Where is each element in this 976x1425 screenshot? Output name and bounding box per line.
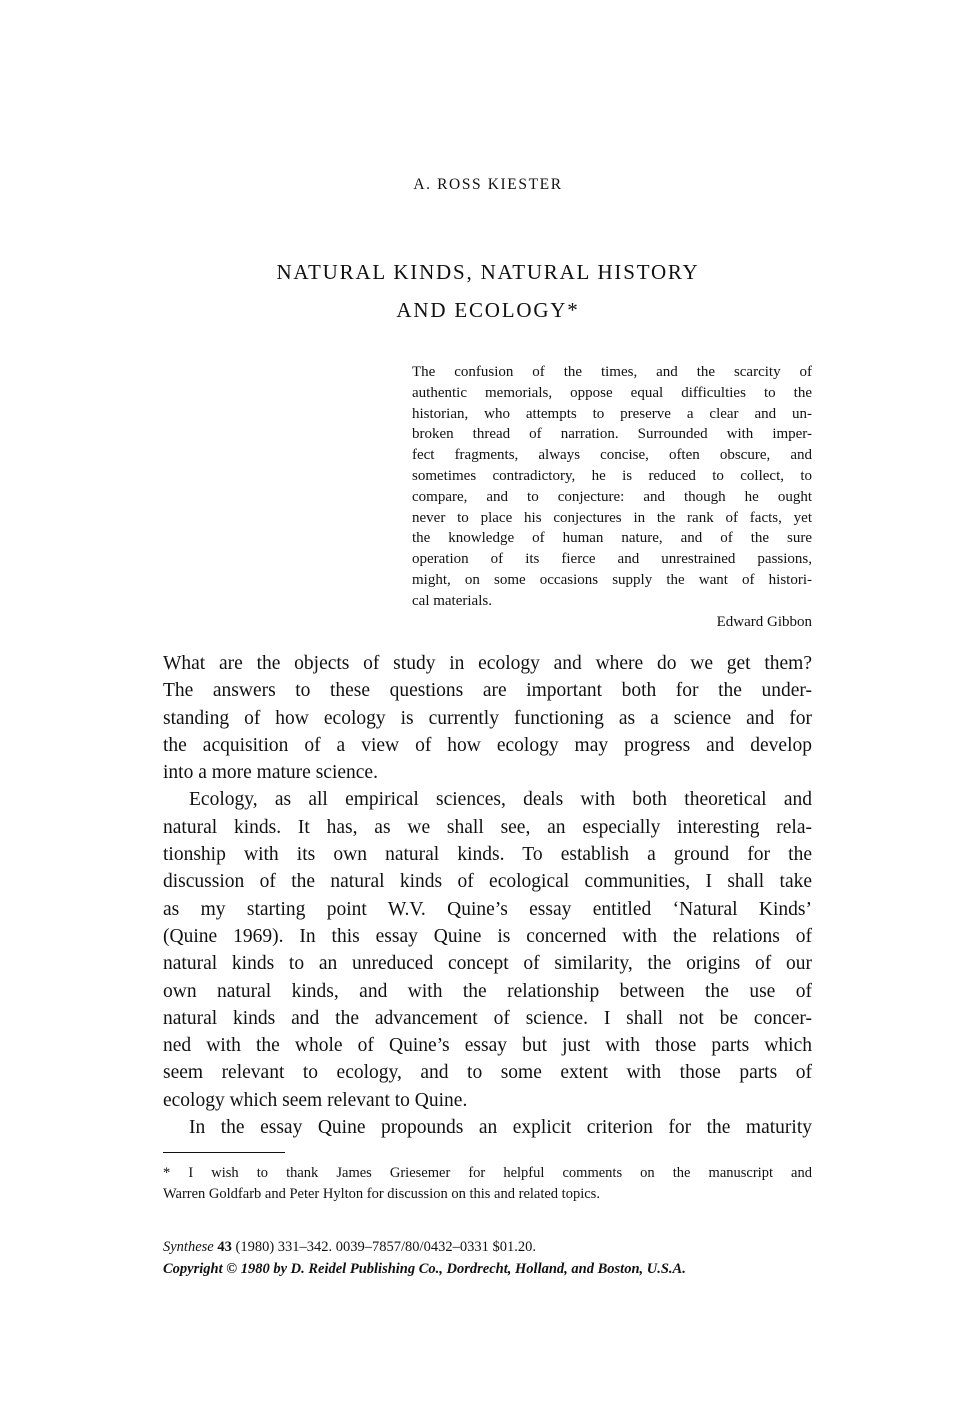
body-line: own natural kinds, and with the relationship between the use of <box>163 980 812 1002</box>
body-text <box>163 650 812 1141</box>
body-line: into a more mature science. <box>163 762 378 784</box>
body-line: tionship with its own natural kinds. To establish a ground for the <box>163 844 812 866</box>
body-line: seem relevant to ecology, and to some extent with those parts of <box>163 1062 812 1084</box>
journal-name: Synthese <box>163 1239 214 1255</box>
epigraph-attribution: Edward Gibbon <box>716 613 812 630</box>
body-line: The answers to these questions are important both for the under- <box>163 680 812 702</box>
article-title-line-2: AND ECOLOGY* <box>396 298 580 322</box>
body-line: Ecology, as all empirical sciences, deals with both theoretical and <box>189 789 812 811</box>
author-name: A. ROSS KIESTER <box>413 176 563 193</box>
copyright-line: Copyright © 1980 by D. Reidel Publishing Co., Dordrecht, Holland, and Boston, U.S.A. <box>163 1261 686 1277</box>
epigraph-line: might, on some occasions supply the want of histori- <box>412 571 812 588</box>
article-title-line-1: NATURAL KINDS, NATURAL HISTORY <box>276 260 700 284</box>
citation-line <box>163 1236 843 1258</box>
body-line: standing of how ecology is currently functioning as a science and for <box>163 707 812 729</box>
epigraph <box>412 362 812 632</box>
footnote-rule <box>163 1152 285 1153</box>
body-line: ned with the whole of Quine’s essay but just with those parts which <box>163 1035 812 1057</box>
footnote <box>163 1163 812 1205</box>
epigraph-line: The confusion of the times, and the scarcity of <box>412 364 812 380</box>
epigraph-line: broken thread of narration. Surrounded with imper- <box>412 426 812 443</box>
citation-details: (1980) 331–342. 0039–7857/80/0432–0331 $01.20. <box>231 1239 536 1255</box>
body-line: discussion of the natural kinds of ecological communities, I shall take <box>163 871 812 893</box>
body-line: (Quine 1969). In this essay Quine is concerned with the relations of <box>163 925 812 947</box>
body-line: the acquisition of a view of how ecology may progress and develop <box>163 734 812 756</box>
epigraph-line: fect fragments, always concise, often obscure, and <box>412 447 812 464</box>
epigraph-line: operation of its fierce and unrestrained passions, <box>412 551 812 568</box>
body-line: What are the objects of study in ecology and where do we get them? <box>163 653 812 674</box>
journal-volume: 43 <box>217 1239 232 1255</box>
epigraph-line: authentic memorials, oppose equal difficulties to the <box>412 384 812 401</box>
epigraph-line: the knowledge of human nature, and of the sure <box>412 530 812 547</box>
body-line: as my starting point W.V. Quine’s essay entitled ‘Natural Kinds’ <box>163 898 812 920</box>
epigraph-line: cal materials. <box>412 592 492 609</box>
body-line: natural kinds to an unreduced concept of similarity, the origins of our <box>163 953 812 975</box>
publication-info <box>163 1236 843 1280</box>
epigraph-line: never to place his conjectures in the rank of facts, yet <box>412 509 812 526</box>
footnote-line: * I wish to thank James Griesemer for helpful comments on the manuscript and <box>163 1165 812 1181</box>
body-line: natural kinds and the advancement of science. I shall not be concer- <box>163 1007 812 1029</box>
epigraph-line: compare, and to conjecture: and though he ought <box>412 488 812 505</box>
epigraph-line: historian, who attempts to preserve a clear and un- <box>412 405 812 422</box>
body-line: In the essay Quine propounds an explicit criterion for the maturity <box>189 1117 812 1139</box>
body-line: ecology which seem relevant to Quine. <box>163 1089 468 1111</box>
epigraph-line: sometimes contradictory, he is reduced to collect, to <box>412 467 812 484</box>
body-line: natural kinds. It has, as we shall see, an especially interesting rela- <box>163 816 812 838</box>
footnote-line: Warren Goldfarb and Peter Hylton for discussion on this and related topics. <box>163 1186 600 1202</box>
